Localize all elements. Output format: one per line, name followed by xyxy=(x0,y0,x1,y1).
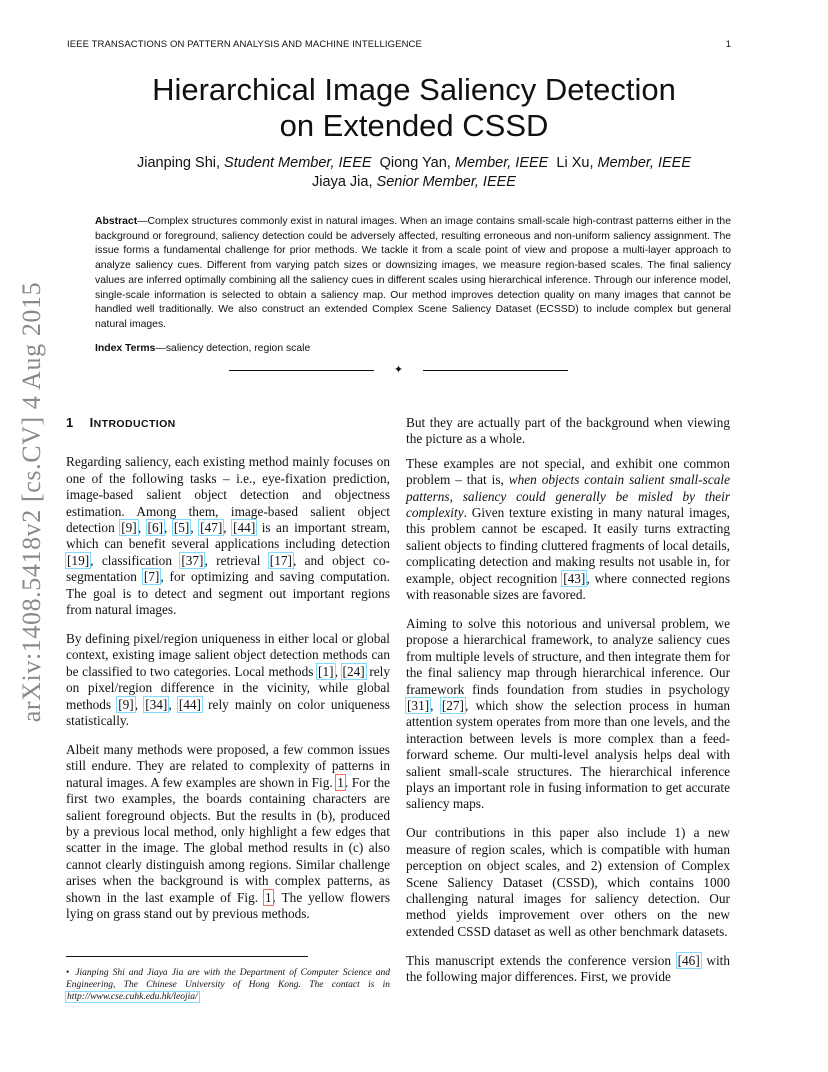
emphasis-text: when objects contain salient small-scale patterns, saliency could generally be misled by their complexity xyxy=(406,472,731,521)
footnote-bullet: • xyxy=(66,968,70,978)
citation-link[interactable]: [9] xyxy=(121,520,137,536)
arxiv-identifier-stamp xyxy=(12,266,52,738)
title-line-2: on Extended CSSD xyxy=(279,108,549,143)
citation-link[interactable]: [1] xyxy=(318,663,334,679)
text-run: This manuscript extends the conference version xyxy=(406,952,677,968)
citation-link[interactable]: [37] xyxy=(181,552,204,568)
citation-link[interactable]: [24] xyxy=(342,663,365,679)
intro-paragraph-2: By defining pixel/region uniqueness in either local or global context, existing image salient object detection methods can be classified to two categories. Local methods [1], [24] rely on pixel/region difference in the vicinity, while global methods [9], [34], [44] rely mainly on color uniqueness statistically. xyxy=(66,630,390,728)
text-run: Albeit many methods were proposed, a few common issues still endure. They are related to complexity of patterns in natural images. A few examples are shown in Fig. xyxy=(66,741,390,790)
text-run: Aiming to solve this notorious and universal problem, we propose a hierarchical framework, to analyze saliency cues from multiple levels of structure, and then integrate them for the final saliency map through hierarchical inference. Our framework finds foundation from studies in psychology xyxy=(406,615,730,697)
citation-link[interactable]: [34] xyxy=(145,696,168,712)
abstract-text: —Complex structures commonly exist in natural images. When an image contains small-scale high-contrast patterns either in the background or foreground, saliency detection could be adversely affected, resulting erroneous and non-uniform saliency assignment. The issue forms a fundamental challenge for prior methods. We tackle it from a scale point of view and propose a multi-layer approach to analyze saliency cues. Different from varying patch sizes or downsizing images, we measure region-based scales. The final saliency values are inferred optimally combining all the saliency cues in different scales using hierarchical inference. Through our inference model, single-scale information is selected to obtain a saliency map. Our method improves detection quality on many images that cannot be handled well traditionally. We also construct an extended Complex Scene Saliency Dataset (ECSSD) to include complex but general natural images. xyxy=(95,216,731,330)
author-line-1 xyxy=(0,154,828,173)
footnote xyxy=(66,967,390,1003)
divider-rule-right xyxy=(423,370,568,371)
footnote-text: Jianping Shi and Jiaya Jia are with the Department of Computer Science and Engineering, The Chinese University of Hong Kong. The contact is in xyxy=(66,968,390,990)
index-terms xyxy=(95,342,731,356)
arxiv-id-text: arXiv:1408.5418v2 [cs.CV] 4 Aug 2015 xyxy=(17,281,46,723)
section-heading-introduction xyxy=(66,415,390,432)
intro-paragraph-6: Our contributions in this paper also include 1) a new measure of region scales, which is compatible with human perception on object scales, and 2) extension of Complex Scene Saliency Dataset (CSSD), which contains 1000 challenging natural images for saliency detection. Our method yields improvement over others on the new extended CSSD dataset as well as other benchmark datasets. xyxy=(406,825,730,939)
citation-link[interactable]: [17] xyxy=(269,552,292,568)
text-run: These examples are not special, and exhibit one common problem – that is, xyxy=(406,455,730,488)
text-run: rely on pixel/region difference in the vicinity, while global methods xyxy=(66,663,390,712)
citation-link[interactable]: [46] xyxy=(677,952,700,968)
author-role: Student Member, IEEE xyxy=(224,155,372,171)
contact-url-link[interactable]: http://www.cse.cuhk.edu.hk/leojia/ xyxy=(67,992,198,1002)
title-line-1: Hierarchical Image Saliency Detection xyxy=(152,72,676,107)
section-divider xyxy=(229,363,568,377)
text-run: . The yellow flowers lying on grass stand out by previous methods. xyxy=(66,889,390,921)
abstract xyxy=(95,215,731,333)
divider-diamond-icon: ✦ xyxy=(393,364,404,376)
intro-paragraph-7 xyxy=(406,953,730,986)
right-column xyxy=(406,415,730,998)
citation-link[interactable]: [19] xyxy=(67,552,90,568)
section-title-initial: I xyxy=(89,415,94,430)
text-run: rely mainly on color uniqueness statistically. xyxy=(66,696,390,728)
text-run: is an important stream, which can benefit several applications including detection xyxy=(66,520,390,552)
section-title-rest: NTRODUCTION xyxy=(93,418,176,430)
author-name: Jiaya Jia, xyxy=(312,174,373,190)
citation-link[interactable]: [7] xyxy=(143,569,160,585)
text-run: , retrieval xyxy=(204,552,269,568)
abstract-label: Abstract xyxy=(95,216,138,227)
left-column xyxy=(66,413,390,935)
text-run: , which show the selection process in human attention system operates from more than one levels, and the interaction between levels is more complex than a feed-forward scheme. Our multi-level analysis helps deal with salient small-scale structures. The hierarchical inference plays an important role in fusing information to get accurate saliency maps. xyxy=(406,698,731,812)
author-role: Member, IEEE xyxy=(454,155,549,171)
section-number: 1 xyxy=(66,415,74,430)
intro-paragraph-4 xyxy=(406,456,730,604)
text-run: , where connected regions with reasonable sizes are favored. xyxy=(406,570,730,603)
intro-paragraph-continued: But they are actually part of the background when viewing the picture as a whole. xyxy=(406,415,730,447)
author-name: Jianping Shi, xyxy=(136,155,221,171)
author-name: Qiong Yan, xyxy=(379,155,451,171)
author-role: Senior Member, IEEE xyxy=(376,174,516,190)
citation-link[interactable]: [44] xyxy=(178,696,201,712)
citation-link[interactable]: [9] xyxy=(118,696,134,712)
citation-link[interactable]: [6] xyxy=(147,520,164,536)
journal-name: IEEE TRANSACTIONS ON PATTERN ANALYSIS AND MACHINE INTELLIGENCE xyxy=(67,39,422,50)
intro-paragraph-5: Aiming to solve this notorious and universal problem, we propose a hierarchical framework, to analyze saliency cues from multiple levels of structure, and then integrate them for the final saliency map through hierarchical inference. Our framework finds foundation from studies in psychology [31], [27], which show the selection process in human attention system operates from more than one levels, and the interaction between levels is more complex than a feed-forward scheme. Our multi-level analysis helps deal with salient small-scale structures. The hierarchical inference plays an important role in fusing information to get accurate saliency maps. xyxy=(406,615,731,812)
citation-link[interactable]: [27] xyxy=(441,698,464,713)
text-run: By defining pixel/region uniqueness in either local or global context, existing image salient object detection methods can be classified to two categories. Local methods xyxy=(66,630,390,679)
text-run: . Given texture existing in many natural images, this problem cannot be escaped. It easily turns extracting salient objects to finding cluttered fragments of local details, complicating detection and making results not usable in, for example, object recognition xyxy=(406,505,730,586)
text-run: with the following major differences. First, we provide xyxy=(406,952,730,985)
running-header xyxy=(67,39,731,50)
index-terms-text: —saliency detection, region scale xyxy=(155,343,311,354)
paper-title xyxy=(0,72,828,144)
text-run: . For the first two examples, the boards containing characters are salient foreground objects. But the results in (b), produced by a previous local method, only highlight a few edges that scatter in the image. The global method results in (c) also cannot clearly distinguish among regions. Similar challenge arises when the background is with complex patterns, as shown in the last example of Fig. xyxy=(66,774,390,905)
text-run: , for optimizing and saving computation. The goal is to detect and segment out important regions from natural images. xyxy=(66,569,390,618)
divider-rule-left xyxy=(229,370,374,371)
text-run: , classification xyxy=(90,552,181,568)
author-list xyxy=(0,154,828,192)
citation-link[interactable]: [47] xyxy=(200,520,223,536)
index-terms-label: Index Terms xyxy=(95,343,156,354)
page-number: 1 xyxy=(725,39,731,50)
intro-paragraph-1: Regarding saliency, each existing method mainly focuses on one of the following tasks – i.e., eye-fixation prediction, image-based salient object detection and objectness estimation. Among them, image-based salient object detection [9], [6], [5], [47], [44] is an important stream, which can benefit several applications including detection [19], classification [37], retrieval [17], and object co-segmentation [7], for optimizing and saving computation. The goal is to detect and segment out important regions from natural images. xyxy=(66,454,390,618)
figure-reference-link[interactable]: 1 xyxy=(337,774,344,790)
figure-reference-link[interactable]: 1 xyxy=(264,889,272,905)
footnote-rule xyxy=(66,956,308,957)
citation-link[interactable]: [43] xyxy=(563,570,586,586)
citation-link[interactable]: [31] xyxy=(407,698,430,713)
author-role: Member, IEEE xyxy=(597,155,692,171)
text-run: Regarding saliency, each existing method mainly focuses on one of the following tasks – i.e., eye-fixation prediction, image-based salient object detection and objectness estimation. Among them, image-based salient object detection xyxy=(66,454,390,536)
citation-link[interactable]: [5] xyxy=(173,520,190,536)
citation-link[interactable]: [44] xyxy=(233,520,256,536)
author-line-2 xyxy=(0,173,828,192)
author-name: Li Xu, xyxy=(556,155,594,171)
intro-paragraph-3 xyxy=(66,742,390,922)
text-run: , and object co-segmentation xyxy=(66,552,390,585)
